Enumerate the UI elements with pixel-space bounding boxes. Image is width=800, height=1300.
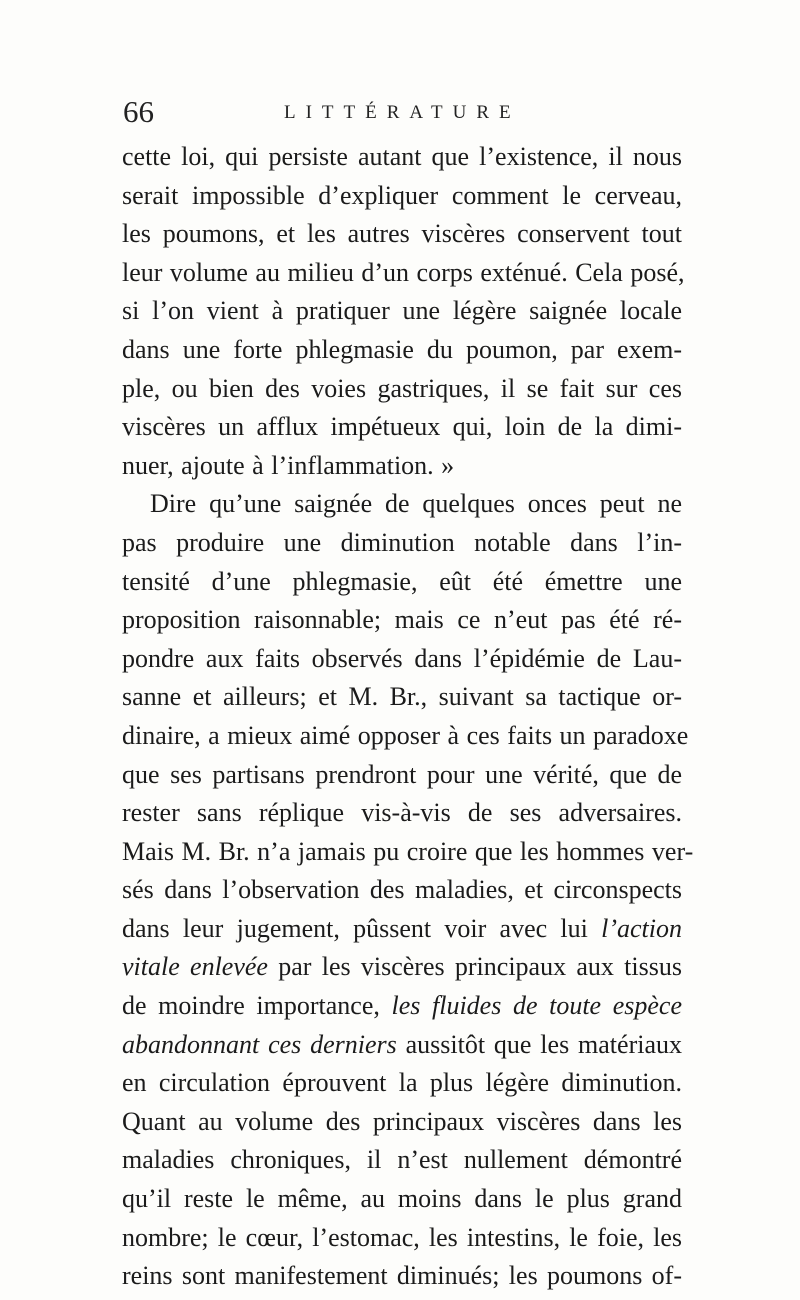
text-line: viscères un afflux impétueux qui, loin de la dimi- (122, 412, 682, 442)
italic-run: vitale enlevée (122, 952, 268, 982)
text-line (122, 910, 682, 949)
text-line: Quant au volume des principaux viscères dans les (122, 1106, 682, 1136)
text-run: de moindre importance, (122, 991, 392, 1021)
text-line: proposition raisonnable; mais ce n’eut pas été ré- (122, 605, 682, 635)
text-run: par les viscères principaux aux tissus (267, 952, 682, 982)
text-line: leur volume au milieu d’un corps exténué. Cela posé, (122, 257, 685, 287)
text-line: reins sont manifestement diminués; les poumons of- (122, 1261, 682, 1291)
text-line: sanne et ailleurs; et M. Br., suivant sa tactique or- (122, 682, 682, 712)
text-line: en circulation éprouvent la plus légère diminution. (122, 1068, 682, 1098)
text-line (122, 948, 682, 987)
text-run: dans leur jugement, pûssent voir avec lui (122, 913, 602, 943)
text-line (122, 1026, 682, 1065)
paragraph (122, 138, 685, 485)
paragraph (122, 485, 694, 1295)
running-title: LITTÉRATURE (284, 102, 521, 123)
text-line: nuer, ajoute à l’inflammation. » (122, 450, 455, 480)
text-line: dinaire, a mieux aimé opposer à ces faits un paradoxe (122, 720, 689, 750)
text-line: pondre aux faits observés dans l’épidémie de Lau- (122, 643, 682, 673)
text-line: Dire qu’une saignée de quelques onces peut ne (150, 489, 682, 519)
text-line: ple, ou bien des voies gastriques, il se fait sur ces (122, 373, 682, 403)
italic-run: les fluides de toute espèce (391, 991, 682, 1021)
italic-run: l’action (601, 913, 682, 943)
text-line: tensité d’une phlegmasie, eût été émettre une (122, 566, 682, 596)
text-run: aussitôt que les matériaux (396, 1029, 682, 1059)
text-line: dans une forte phlegmasie du poumon, par exem- (122, 334, 682, 364)
italic-run: abandonnant ces derniers (122, 1029, 397, 1059)
text-line: qu’il reste le même, au moins dans le plus grand (122, 1184, 682, 1214)
text-line: pas produire une diminution notable dans l’in- (122, 527, 682, 557)
text-line: serait impossible d’expliquer comment le cerveau, (122, 180, 682, 210)
text-line: si l’on vient à pratiquer une légère saignée locale (122, 296, 682, 326)
page-number: 66 (123, 94, 154, 129)
text-line: les poumons, et les autres viscères conservent tout (122, 219, 682, 249)
text-line: que ses partisans prendront pour une vérité, que de (122, 759, 682, 789)
text-line: nombre; le cœur, l’estomac, les intestins, le foie, les (122, 1222, 682, 1252)
text-line: rester sans réplique vis-à-vis de ses adversaires. (122, 798, 682, 828)
text-line: Mais M. Br. n’a jamais pu croire que les hommes ver- (122, 836, 694, 866)
text-line: maladies chroniques, il n’est nullement démontré (122, 1145, 682, 1175)
page-header (123, 92, 683, 132)
body-text (122, 138, 694, 1296)
text-line: cette loi, qui persiste autant que l’existence, il nous (122, 142, 682, 171)
text-line (122, 987, 682, 1026)
text-line: sés dans l’observation des maladies, et circonspects (122, 875, 682, 905)
